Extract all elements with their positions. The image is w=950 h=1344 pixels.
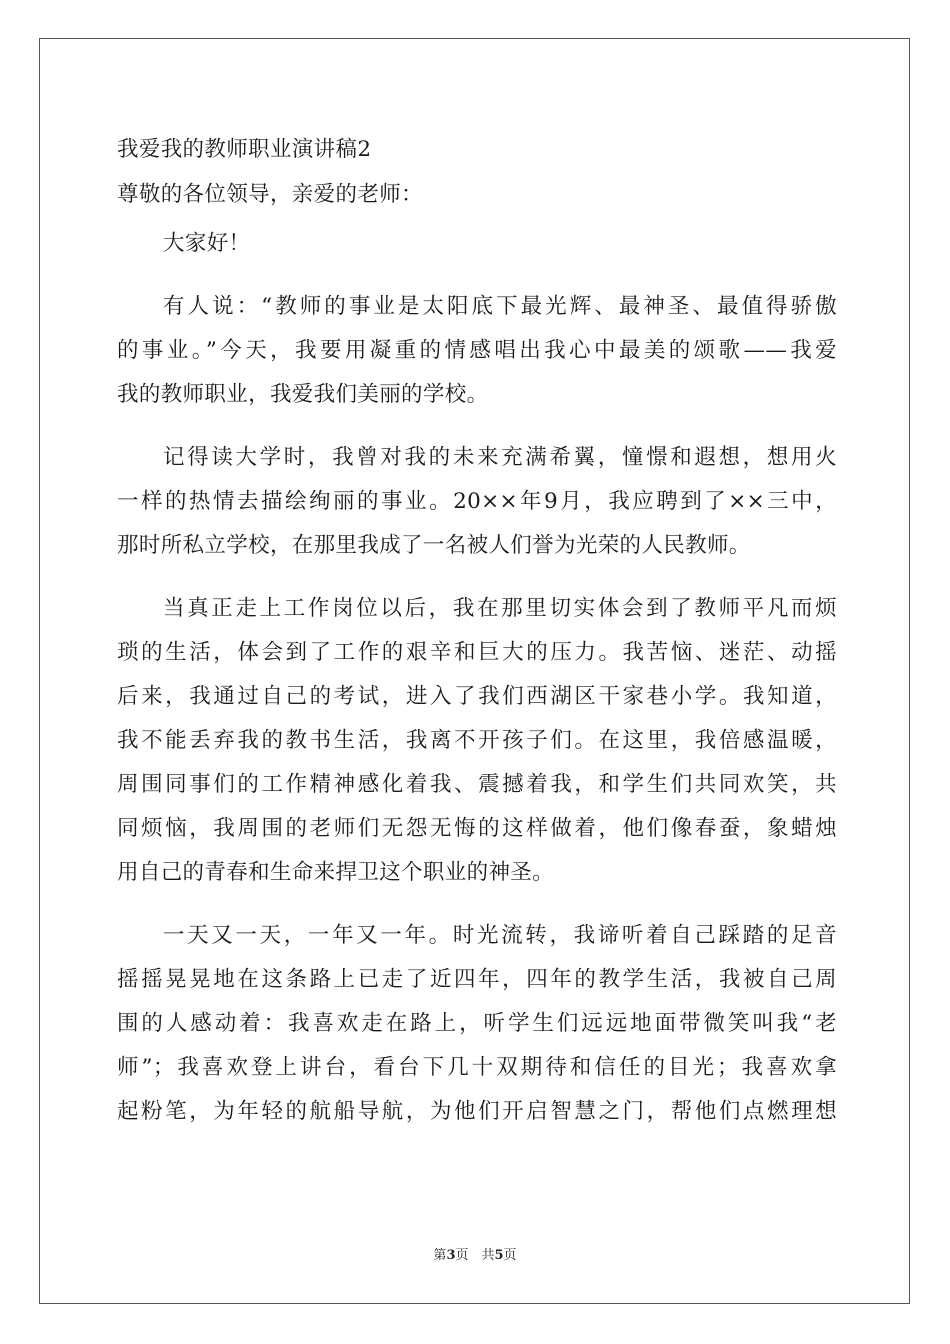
paragraph-line: 当真正走上工作岗位以后，我在那里切实体会到了教师平凡而烦	[163, 596, 837, 621]
paragraph-line: 后来，我通过自己的考试，进入了我们西湖区干家巷小学。我知道，	[117, 684, 837, 709]
paragraph-line: 一天又一天，一年又一年。时光流转，我谛听着自己踩踏的足音	[163, 923, 837, 948]
paragraph-line: 那时所私立学校，在那里我成了一名被人们誉为光荣的人民教师。	[117, 533, 751, 558]
page-footer	[0, 1247, 950, 1265]
paragraph-1	[117, 285, 837, 417]
paragraph-line: 师”；我喜欢登上讲台，看台下几十双期待和信任的目光；我喜欢拿	[117, 1055, 837, 1080]
paragraph-line: 同烦恼，我周围的老师们无怨无悔的这样做着，他们像春蚕，象蜡烛	[117, 816, 837, 841]
paragraph-line: 摇摇晃晃地在这条路上已走了近四年，四年的教学生活，我被自己周	[117, 967, 837, 992]
paragraph-line: 起粉笔，为年轻的航船导航，为他们开启智慧之门，帮他们点燃理想	[117, 1099, 837, 1124]
paragraph-line: 我的教师职业，我爱我们美丽的学校。	[117, 382, 489, 407]
footer-suffix: 页	[503, 1248, 517, 1263]
paragraph-line: 周围同事们的工作精神感化着我、震撼着我，和学生们共同欢笑，共	[117, 772, 837, 797]
paragraph-3	[117, 587, 837, 895]
document-body	[117, 127, 837, 1134]
greeting: 大家好！	[163, 231, 251, 256]
paragraph-line: 琐的生活，体会到了工作的艰辛和巨大的压力。我苦恼、迷茫、动摇	[117, 640, 837, 665]
current-page-number: 3	[446, 1248, 456, 1263]
footer-prefix: 第	[433, 1248, 447, 1263]
paragraph-2	[117, 436, 837, 568]
paragraph-line: 有人说：“教师的事业是太阳底下最光辉、最神圣、最值得骄傲	[163, 294, 837, 319]
paragraph-line: 的事业。”今天，我要用凝重的情感唱出我心中最美的颂歌——我爱	[117, 338, 837, 363]
paragraph-line: 围的人感动着：我喜欢走在路上，听学生们远远地面带微笑叫我“老	[117, 1011, 837, 1036]
total-pages-number: 5	[494, 1248, 504, 1263]
footer-middle: 页 共	[455, 1248, 495, 1263]
salutation: 尊敬的各位领导，亲爱的老师：	[117, 182, 423, 207]
paragraph-line: 一样的热情去描绘绚丽的事业。20××年9月，我应聘到了××三中，	[117, 489, 837, 514]
document-title: 我爱我的教师职业演讲稿2	[117, 137, 372, 162]
paragraph-line: 记得读大学时，我曾对我的未来充满希翼，憧憬和遐想，想用火	[163, 445, 837, 470]
paragraph-line: 用自己的青春和生命来捍卫这个职业的神圣。	[117, 860, 555, 885]
paragraph-4	[117, 914, 837, 1134]
paragraph-line: 我不能丢弃我的教书生活，我离不开孩子们。在这里，我倍感温暖，	[117, 728, 837, 753]
